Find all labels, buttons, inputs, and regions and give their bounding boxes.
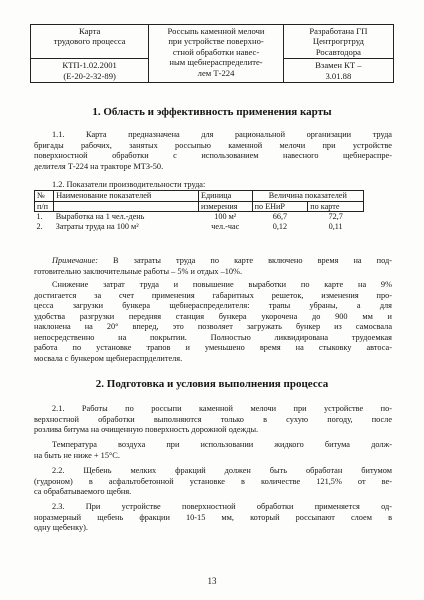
note-text: В затраты труда по карте включено время на под- [97, 256, 392, 265]
row-name: Выработка на 1 чел.-день [55, 212, 145, 222]
text-line: поверхностной обработки с использованием навесного щебнераспре- [34, 151, 392, 160]
row-enir: 0,12 [272, 221, 288, 231]
row-unit: 100 м² [214, 212, 237, 222]
text-line: непосредственно на покрытии. Полностью ликвидирована трудоемкая [34, 332, 392, 342]
card-type-cell [31, 25, 149, 59]
text-line: Снижение затрат труда и повышение выработки по карте на 9% [52, 280, 392, 289]
row-card: 0,11 [328, 221, 343, 231]
text-line: Температура воздуха при использовании жидкого битума долж- [52, 440, 392, 449]
text-line: са обрабатываемого щебня. [34, 487, 132, 496]
col-header-name-2 [54, 201, 199, 212]
note-paragraph [34, 256, 392, 277]
card-type-line1: Карта [79, 26, 101, 36]
page-number: 13 [207, 576, 217, 586]
card-code-cell [31, 59, 149, 83]
text-line: верхностной обработки выполняются только в сухую погоду, после [34, 414, 392, 424]
row-card: 72,7 [328, 212, 343, 222]
replaces-cell [283, 59, 393, 83]
row-unit: чел.-час [211, 221, 240, 231]
card-subject-line: Россыпь каменной мелочи [167, 26, 265, 36]
indicators-heading: 1.2. Показатели производительности труда: [52, 180, 206, 189]
text-line: 2.1. Работы по россыпи каменной мелочи при устройстве по- [52, 404, 392, 413]
row-no: 1. [36, 212, 43, 222]
section-1-title: 1. Область и эффективность применения карты [92, 106, 332, 118]
text-line: цесса загрузки бункера щебнераспределителя: трапы убраны, а для [34, 301, 392, 310]
developer-cell [283, 25, 393, 59]
text-line: 1.1. Карта предназначена для рациональной организации труда [52, 130, 392, 139]
replaces-line1: Взамен КТ – [315, 60, 362, 71]
text-line: розлива битума на очищенную поверхность дорожной одежды. [34, 425, 259, 434]
card-subject-line: ным щебнераспределите- [169, 57, 263, 68]
text-line: готовительно заключительные работы – 5% и отдых –10%. [34, 266, 243, 276]
card-subject-line: лем Т-224 [197, 67, 235, 78]
text-line: мосвала с бункером щебнераспрделителя. [34, 353, 183, 363]
card-code-line2: (Е-20-2-32-89) [63, 70, 116, 81]
text-line: делителя Т-224 на тракторе МТЗ-50. [34, 161, 164, 171]
text-line: удобства разгрузки передняя станция бункера укорочена до 900 мм и [34, 311, 392, 321]
card-subject-line: при устройстве поверхно- [168, 36, 264, 47]
section-2-paragraph-2 [34, 440, 392, 461]
section-2-paragraph-4 [34, 502, 392, 534]
col-header-unit: Единица [198, 191, 252, 202]
card-code-line1: КТП-1.02.2001 [62, 60, 117, 71]
developer-line: Центрогртруд [312, 36, 364, 47]
col-header-values: Величина показателей [252, 191, 363, 202]
text-line: (гудроном) в асфальтобетонной установке в количестве 121,5% от ве- [34, 476, 392, 486]
table-row [35, 212, 364, 222]
section-2-paragraph-1 [34, 404, 392, 436]
col-header-enir: по ЕНиР [252, 201, 308, 212]
header-table [30, 24, 394, 83]
indicators-table [34, 190, 364, 231]
text-line: норазмерный щебень фракции 10-15 мм, который россыпают слоем в [34, 512, 392, 522]
text-line: на быть не ниже + 15°С. [34, 450, 120, 460]
section-1-paragraph-1 [34, 130, 392, 172]
section-1-paragraph-2 [34, 280, 392, 364]
row-no: 2. [36, 221, 43, 231]
col-header-name: Наименование показателей [54, 191, 199, 202]
col-header-no-2: п/п [35, 201, 54, 212]
note-label: Примечание: [52, 256, 98, 265]
card-type-line2: трудового процесса [53, 36, 126, 47]
text-line: 2.2. Щебень мелких фракций должен быть обработан битумом [52, 466, 392, 475]
card-subject-cell [149, 25, 283, 83]
row-enir: 66,7 [272, 212, 288, 222]
text-line: наклонена на 20° вперед, это позволяет загружать бункер из самосвала [34, 322, 392, 331]
replaces-line2: 3.01.88 [325, 70, 352, 81]
text-line: достигается за счет применения габаритных решеток, изменения про- [34, 290, 392, 300]
section-2-paragraph-3 [34, 466, 392, 498]
section-2-title: 2. Подготовка и условия выполнения процесса [95, 378, 329, 390]
card-subject-line: стной обработки навес- [172, 46, 260, 57]
developer-line: Разработана ГП [309, 26, 368, 36]
text-line: 2.3. При устройстве поверхностной обработки применяется од- [52, 502, 392, 511]
text-line: одну щебенку). [34, 523, 88, 532]
col-header-unit-2: измерения [198, 201, 252, 212]
row-name: Затраты труда на 100 м² [55, 221, 139, 231]
col-header-no: № [35, 191, 54, 202]
table-row [35, 222, 364, 232]
text-line: работа по установке трапов и уменьшено время на стыковку автоса- [34, 343, 392, 352]
text-line: бригады рабочих, занятых россыпью каменной мелочи при устройстве [34, 140, 392, 150]
col-header-card: по карте [308, 201, 364, 212]
developer-line: Росавтодора [315, 46, 361, 57]
text-line [34, 256, 392, 267]
